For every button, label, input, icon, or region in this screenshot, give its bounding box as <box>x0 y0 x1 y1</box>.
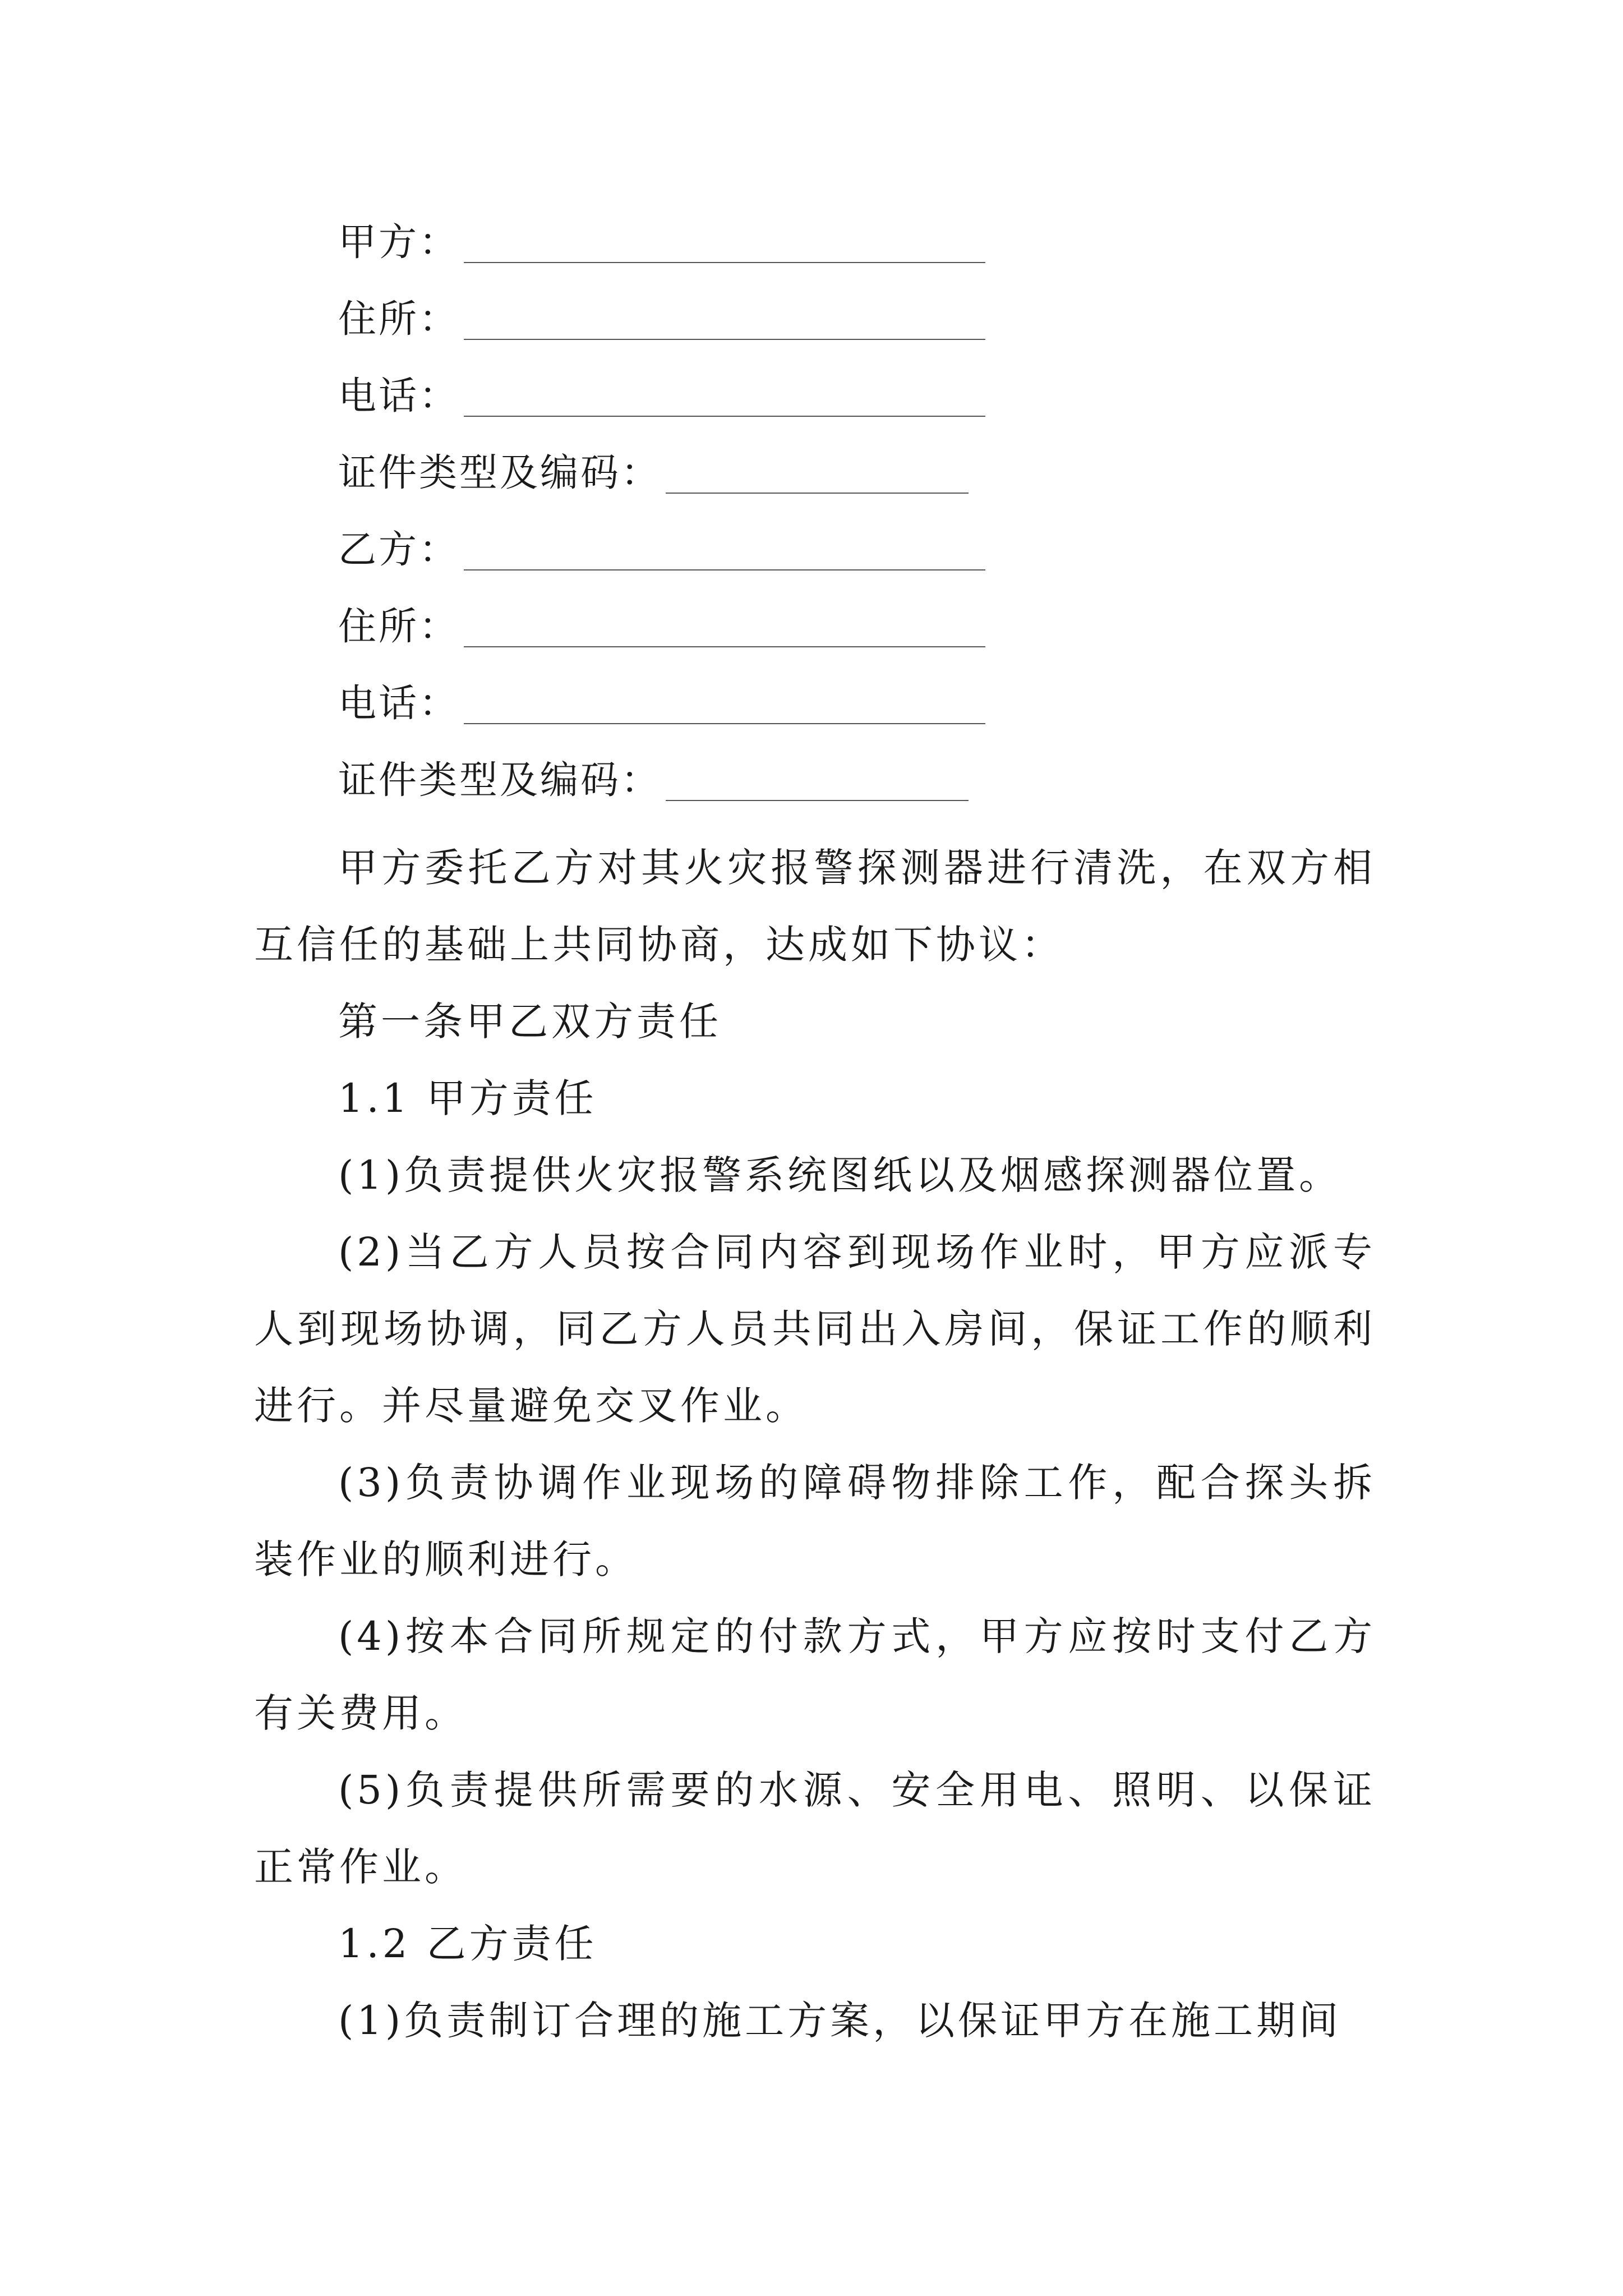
clause-item: (3)负责协调作业现场的障碍物排除工作，配合探头拆装作业的顺利进行。 <box>254 1460 1376 1582</box>
clause-item: (4)按本合同所规定的付款方式，甲方应按时支付乙方有关费用。 <box>254 1613 1376 1736</box>
party-b-id-field <box>254 753 1376 830</box>
party-b-address-field <box>254 599 1376 676</box>
blank-line <box>464 215 985 263</box>
field-label: 证件类型及编码： <box>338 451 662 495</box>
party-b-name-field <box>254 522 1376 599</box>
section-1-2-title: 1.2 乙方责任 <box>338 1921 597 1967</box>
blank-line <box>464 369 985 417</box>
field-label: 住所： <box>338 297 460 342</box>
party-a-phone-field <box>254 369 1376 445</box>
clause-item: (1)负责制订合理的施工方案，以保证甲方在施工期间 <box>338 1998 1342 2044</box>
party-a-name-field <box>254 215 1376 292</box>
party-a-address-field <box>254 292 1376 369</box>
field-label: 住所： <box>338 605 460 649</box>
party-a-id-field <box>254 445 1376 522</box>
clause-item: (5)负责提供所需要的水源、安全用电、照明、以保证正常作业。 <box>254 1767 1376 1890</box>
blank-line <box>666 445 969 494</box>
field-label: 电话： <box>338 374 460 418</box>
article-1-title: 第一条甲乙双方责任 <box>338 999 722 1045</box>
blank-line <box>464 676 985 724</box>
clause-item: (2)当乙方人员按合同内容到现场作业时，甲方应派专人到现场协调，同乙方人员共同出入房间，保证工作的顺利进行。并尽量避免交叉作业。 <box>254 1229 1376 1429</box>
section-1-1-title: 1.1 甲方责任 <box>338 1075 597 1121</box>
clause-item: (1)负责提供火灾报警系统图纸以及烟感探测器位置。 <box>338 1152 1342 1198</box>
field-label: 电话： <box>338 682 460 726</box>
contract-body <box>254 215 1376 2059</box>
blank-line <box>464 599 985 647</box>
blank-line <box>464 522 985 570</box>
intro-paragraph: 甲方委托乙方对其火灾报警探测器进行清洗，在双方相互信任的基础上共同协商，达成如下协议： <box>254 845 1376 968</box>
field-label: 乙方： <box>338 528 460 572</box>
blank-line <box>666 753 969 801</box>
field-label: 证件类型及编码： <box>338 758 662 803</box>
blank-line <box>464 292 985 340</box>
field-label: 甲方： <box>338 220 460 265</box>
party-b-phone-field <box>254 676 1376 753</box>
